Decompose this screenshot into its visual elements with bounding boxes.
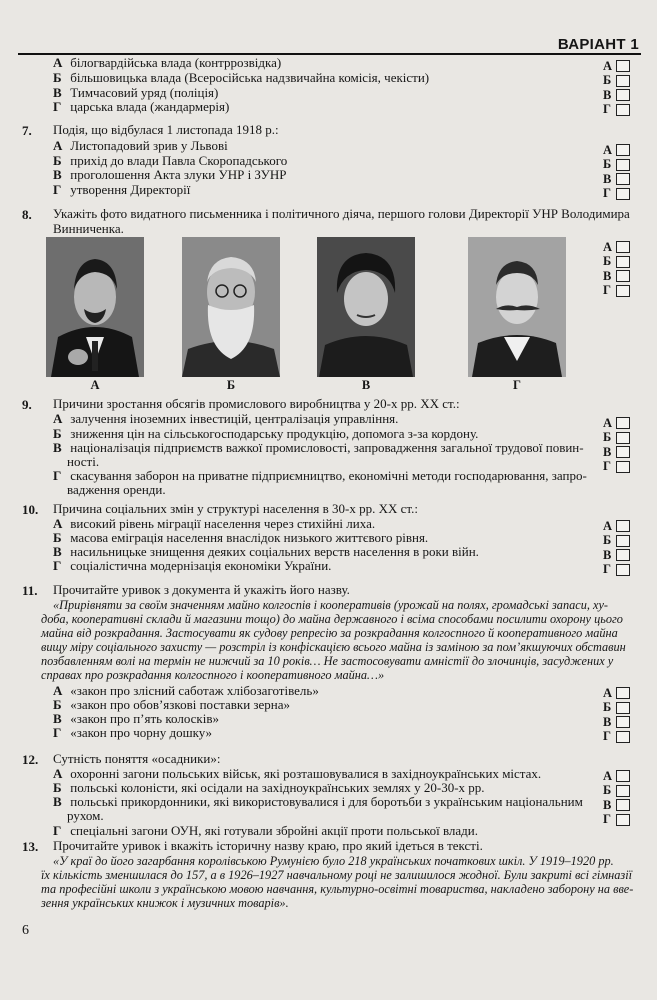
q7-option-d: Г утворення Директорії [53, 182, 191, 197]
q10-answer-boxes: А Б В Г [603, 519, 633, 577]
answer-checkbox[interactable] [616, 89, 630, 101]
answer-checkbox[interactable] [616, 75, 630, 87]
q9-option-c: В націоналізація підприємств важкої промисловості, запровадження загальної трудової повин- [53, 440, 584, 455]
q7-option-b: Б прихід до влади Павла Скоропадського [53, 153, 288, 168]
answer-checkbox[interactable] [616, 549, 630, 561]
q9-option-b: Б зниження цін на сільськогосподарську продукцію, допомога з-за кордону. [53, 426, 479, 441]
q13-quote-line-3: та професійні школи з українською мовою навчання, культурно-освітні товариства, накладено заборону на вве- [41, 882, 634, 896]
q11-quote-line-4: вищу міру соціального захисту — розстріл із конфіскацією всього майна із заміною за пом’якшуючих обставин [41, 640, 626, 654]
q12-option-c-cont: рухом. [67, 808, 104, 823]
q10-option-a: А високий рівень міграції населення через стихійні лиха. [53, 516, 376, 531]
q11-quote-line-1: «Прирівняти за своїм значенням майно колгоспів і кооперативів (урожай на полях, громадські запаси, ху- [53, 598, 609, 612]
answer-checkbox[interactable] [616, 461, 630, 473]
q13-quote-line-4: зення українських книжок і музичних товарів». [41, 896, 289, 910]
answer-checkbox[interactable] [616, 770, 630, 782]
q12-prompt: Сутність поняття «осадники»: [53, 751, 221, 766]
q12-answer-boxes: А Б В Г [603, 769, 633, 827]
q9-option-c-cont: ності. [67, 454, 100, 469]
q11-quote-line-3: майна від розкрадання. Застосувати як судову репресію за розкрадання колгоспного й кооперативного майна [41, 626, 618, 640]
q10-option-b: Б масова еміграція населення внаслідок низького життєвого рівня. [53, 530, 429, 545]
q6-option-a: А білогвардійська влада (контррозвідка) [53, 55, 282, 70]
q13-quote-line-1: «У краї до його загарбання королівською Румунією було 218 українських початкових шкіл. У 1919–1920 рр. [53, 854, 614, 868]
answer-checkbox[interactable] [616, 785, 630, 797]
q7-number: 7. [22, 123, 32, 138]
q9-option-a: А залучення іноземних інвестицій, централізація управління. [53, 411, 399, 426]
q12-option-a: А охоронні загони польських військ, які розташовувалися в західноукраїнських містах. [53, 766, 542, 781]
q13-prompt: Прочитайте уривок і вкажіть історичну назву краю, про який ідеться в тексті. [53, 838, 483, 853]
answer-checkbox[interactable] [616, 432, 630, 444]
q12-option-b: Б польські колоністи, які осідали на західноукраїнських землях у 20-30-х рр. [53, 780, 485, 795]
photo-label-b: Б [226, 378, 236, 392]
q11-option-d: Г «закон про чорну дошку» [53, 725, 213, 740]
answer-checkbox[interactable] [616, 535, 630, 547]
photo-label-d: Г [513, 378, 521, 392]
q13-quote-line-2: їх кількість зменшилася до 157, а в 1926–1927 навчальному році не залишилося жодної. Були закриті всі гімназії [41, 868, 633, 882]
q7-option-a: А Листопадовий зрив у Львові [53, 138, 228, 153]
answer-checkbox[interactable] [616, 520, 630, 532]
q11-quote-line-6: справах про розкрадання колгоспного і кооперативного майна…» [41, 668, 385, 682]
q12-number: 12. [22, 752, 39, 767]
q11-answer-boxes: А Б В Г [603, 686, 633, 744]
q8-prompt-line-1: Укажіть фото видатного письменника і політичного діяча, першого голови Директорії УНР Володимира [53, 206, 630, 221]
portrait-photo-d [468, 237, 566, 377]
q6-option-b: Б більшовицька влада (Всеросійська надзвичайна комісія, чекісти) [53, 70, 430, 85]
q9-option-d: Г скасування заборон на приватне підприємництво, економічні методи господарювання, запро- [53, 468, 587, 483]
q9-answer-boxes: А Б В Г [603, 416, 633, 474]
q7-prompt: Подія, що відбулася 1 листопада 1918 р.: [53, 122, 279, 137]
q13-number: 13. [22, 839, 39, 854]
answer-checkbox[interactable] [616, 241, 630, 253]
q10-prompt: Причина соціальних змін у структурі населення в 30-х рр. ХХ ст.: [53, 501, 418, 516]
variant-header: ВАРІАНТ 1 [557, 36, 639, 53]
answer-checkbox[interactable] [616, 159, 630, 171]
q6-option-c: В Тимчасовий уряд (поліція) [53, 85, 219, 100]
portrait-photo-a [46, 237, 144, 377]
q11-quote-line-2: доба, кооперативні склади й магазини тощо) до майна державного і всіма способами посилити охорону цього [41, 612, 623, 626]
q11-option-a: А «закон про злісний саботаж хлібозаготівель» [53, 683, 319, 698]
q12-option-d: Г спеціальні загони ОУН, які готували збройні акції проти польської влади. [53, 823, 478, 838]
q11-option-b: Б «закон про обов’язкові поставки зерна» [53, 697, 291, 712]
q9-option-d-cont: вадження оренди. [67, 482, 166, 497]
q11-option-c: В «закон про п’ять колосків» [53, 711, 219, 726]
photo-label-a: А [90, 378, 100, 392]
q11-quote-line-5: позбавленням волі на термін не нижчий за 10 років… Не застосовувати амністії до злочинців, засуджених у [41, 654, 614, 668]
q10-option-c: В насильницьке знищення деяких соціальних верств населення в роки війн. [53, 544, 479, 559]
q10-number: 10. [22, 502, 39, 517]
q7-option-c: В проголошення Акта злуки УНР і ЗУНР [53, 167, 287, 182]
portrait-photo-c [317, 237, 415, 377]
answer-checkbox[interactable] [616, 256, 630, 268]
q11-prompt: Прочитайте уривок з документа й укажіть його назву. [53, 582, 350, 597]
q6-answer-boxes: А Б В Г [603, 59, 633, 117]
answer-checkbox[interactable] [616, 144, 630, 156]
q9-number: 9. [22, 397, 32, 412]
q6-option-d: Г царська влада (жандармерія) [53, 99, 230, 114]
answer-checkbox[interactable] [616, 104, 630, 116]
answer-checkbox[interactable] [616, 564, 630, 576]
answer-checkbox[interactable] [616, 799, 630, 811]
q12-option-c: В польські прикордонники, які використовувалися і для боротьби з українським національним [53, 794, 583, 809]
answer-checkbox[interactable] [616, 60, 630, 72]
answer-checkbox[interactable] [616, 417, 630, 429]
answer-checkbox[interactable] [616, 270, 630, 282]
q11-number: 11. [22, 583, 38, 598]
photo-label-c: В [361, 378, 371, 392]
answer-checkbox[interactable] [616, 702, 630, 714]
q9-prompt: Причини зростання обсягів промислового виробництва у 20-х рр. ХХ ст.: [53, 396, 460, 411]
answer-checkbox[interactable] [616, 687, 630, 699]
answer-checkbox[interactable] [616, 188, 630, 200]
q7-answer-boxes: А Б В Г [603, 143, 633, 201]
q8-number: 8. [22, 207, 32, 222]
answer-checkbox[interactable] [616, 731, 630, 743]
answer-checkbox[interactable] [616, 285, 630, 297]
answer-checkbox[interactable] [616, 814, 630, 826]
portrait-photo-b [182, 237, 280, 377]
answer-checkbox[interactable] [616, 173, 630, 185]
q10-option-d: Г соціалістична модернізація економіки України. [53, 558, 332, 573]
page-number: 6 [22, 923, 29, 938]
answer-checkbox[interactable] [616, 716, 630, 728]
q8-answer-boxes: А Б В Г [603, 240, 633, 298]
answer-checkbox[interactable] [616, 446, 630, 458]
q8-prompt-line-2: Винниченка. [53, 221, 124, 236]
